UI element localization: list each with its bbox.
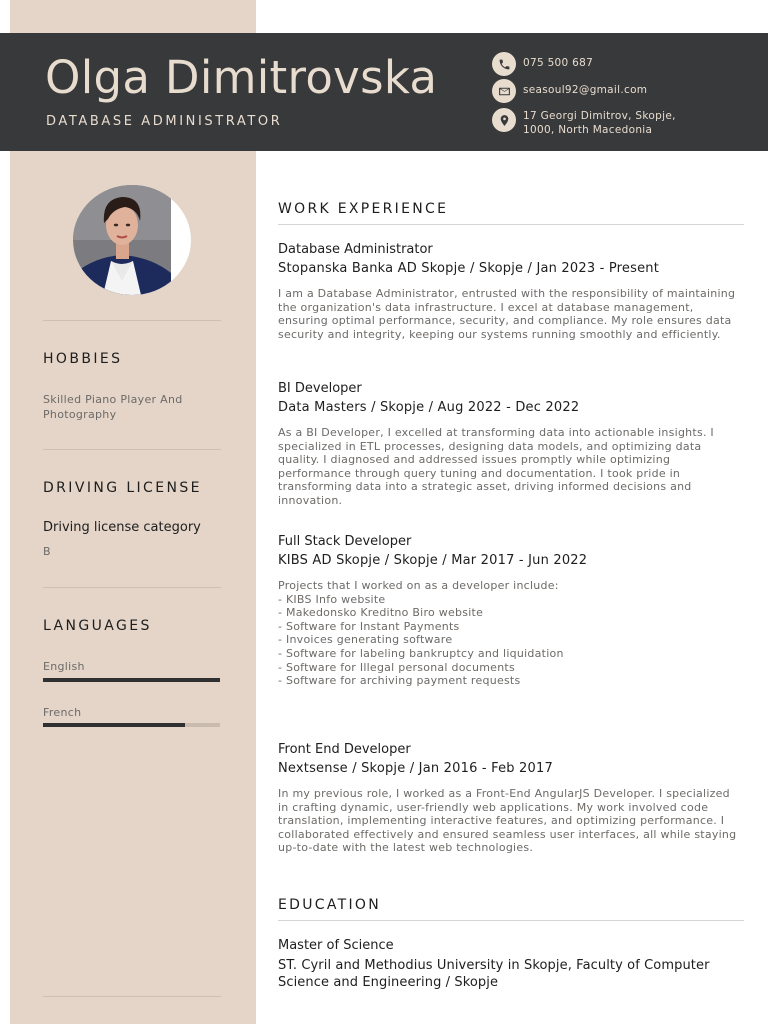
job-title: Full Stack Developer xyxy=(278,534,412,549)
postal-address: 17 Georgi Dimitrov, Skopje, 1000, North Macedonia xyxy=(523,110,676,136)
location-icon xyxy=(492,108,516,132)
contact-email xyxy=(492,79,647,103)
section-rule xyxy=(278,224,744,225)
job-description: As a BI Developer, I excelled at transforming data into actionable insights. I specialized in ETL processes, designing data models, and optimizing data quality. I diagnosed and addressed issues promptly while optimizing performance through query tuning and documentation. I took pride in transforming data into a strategic asset, driving informed decisions and innovation. xyxy=(278,426,714,507)
driving-license-heading: DRIVING LICENSE xyxy=(43,480,202,496)
hobbies-text: Skilled Piano Player And Photography xyxy=(43,393,183,421)
email-icon xyxy=(492,79,516,103)
language-level-fill xyxy=(43,678,220,682)
contact-address xyxy=(492,108,676,137)
job-title: BI Developer xyxy=(278,381,362,396)
driving-license-value: B xyxy=(43,545,51,558)
language-level-bar xyxy=(43,723,220,727)
job-subtitle: Nextsense / Skopje / Jan 2016 - Feb 2017 xyxy=(278,761,553,776)
languages-heading: LANGUAGES xyxy=(43,618,152,634)
contact-phone xyxy=(492,52,593,76)
section-rule xyxy=(278,920,744,921)
phone-icon xyxy=(492,52,516,76)
language-name: French xyxy=(43,706,82,719)
job-subtitle: Data Masters / Skopje / Aug 2022 - Dec 2022 xyxy=(278,400,580,415)
sidebar-divider xyxy=(43,449,221,450)
hobbies-heading: HOBBIES xyxy=(43,351,123,367)
job-description: In my previous role, I worked as a Front-End AngularJS Developer. I specialized in crafting dynamic, user-friendly web applications. My work involved code translation, implementing interactive features, and optimizing performance. I collaborated effectively and ensured seamless user interfaces, all while staying up-to-date with the latest web technologies. xyxy=(278,787,737,855)
sidebar-divider xyxy=(43,587,221,588)
driving-license-label: Driving license category xyxy=(43,520,201,535)
job-subtitle: KIBS AD Skopje / Skopje / Mar 2017 - Jun 2022 xyxy=(278,553,588,568)
education-heading: EDUCATION xyxy=(278,897,382,913)
work-experience-heading: WORK EXPERIENCE xyxy=(278,201,449,217)
job-title: Database Administrator xyxy=(278,242,433,257)
candidate-name: Olga Dimitrovska xyxy=(45,51,438,104)
language-level-fill xyxy=(43,723,185,727)
sidebar-divider xyxy=(43,320,221,321)
sidebar-divider xyxy=(43,996,221,997)
degree-title: Master of Science xyxy=(278,938,394,953)
profile-photo xyxy=(73,185,191,295)
language-level-bar xyxy=(43,678,220,682)
sidebar-panel xyxy=(10,0,256,1024)
job-description: Projects that I worked on as a developer include: - KIBS Info website - Makedonsko Kreditno Biro website - Software for Instant Payments - Invoices generating software - Software for labeling bankruptcy and liquidation - Software for Illegal personal documents - Software for archiving payment requests xyxy=(278,579,564,688)
language-name: English xyxy=(43,660,85,673)
email-address[interactable]: seasoul92@gmail.com xyxy=(523,84,648,96)
phone-number[interactable]: 075 500 687 xyxy=(523,57,594,69)
school-name: ST. Cyril and Methodius University in Skopje, Faculty of Computer Science and Engineering / Skopje xyxy=(278,958,710,990)
job-title: Front End Developer xyxy=(278,742,411,757)
job-description: I am a Database Administrator, entrusted with the responsibility of maintaining the organization's data infrastructure. I excel at database management, ensuring optimal performance, security, and compliance. My role ensures data security and integrity, keeping our systems running smoothly and efficiently. xyxy=(278,287,736,341)
job-subtitle: Stopanska Banka AD Skopje / Skopje / Jan 2023 - Present xyxy=(278,261,660,276)
candidate-title: DATABASE ADMINISTRATOR xyxy=(46,114,283,129)
